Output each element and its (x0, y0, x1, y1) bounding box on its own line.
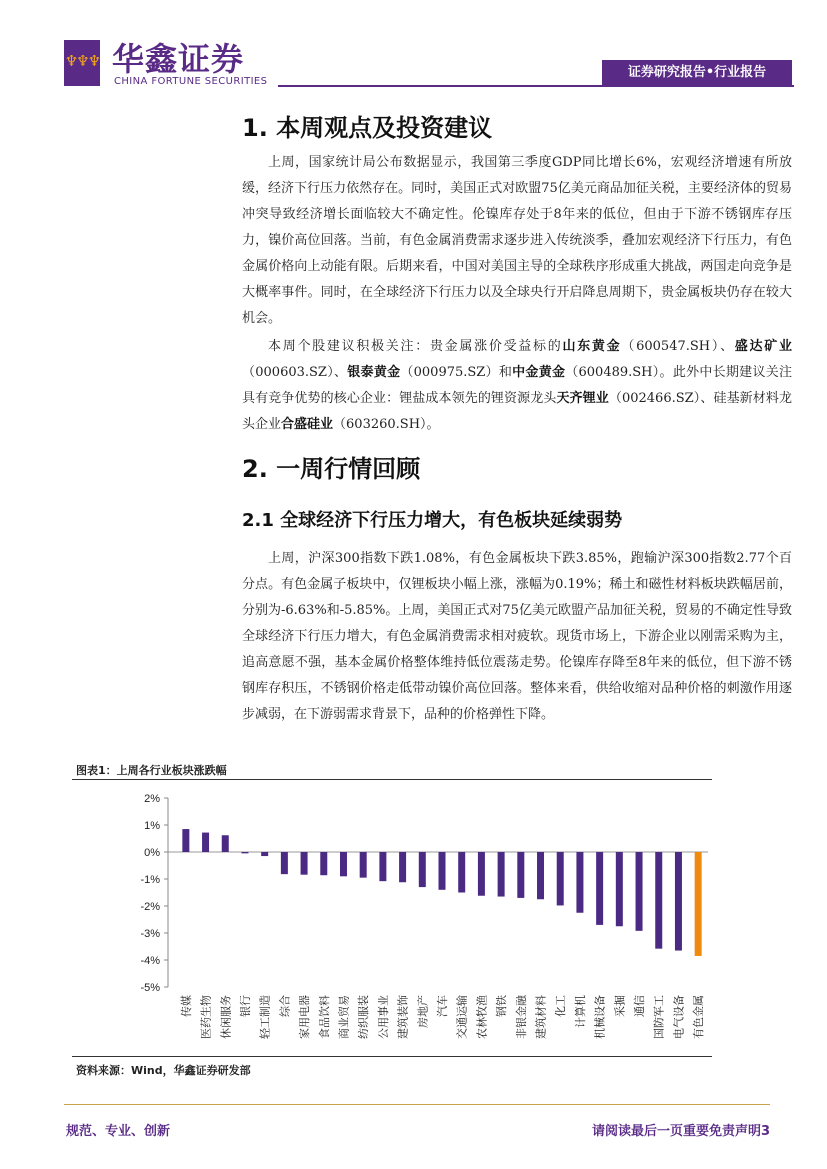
text-run: 本周个股建议积极关注：贵金属涨价受益标的 (268, 339, 563, 354)
paragraph-3: 上周，沪深300指数下跌1.08%，有色金属板块下跌3.85%，跑输沪深300指数2.77个百分点。有色金属子板块中，仅锂板块小幅上涨，涨幅为0.19%；稀土和磁性材料板块跌幅居前，分别为-6.63%和-5.85%。上周，美国正式对75亿美元欧盟产品加征关税，贸易的不确定性导致全球经济下行压力增大，有色金属消费需求相对疲软。现货市场上，下游企业以刚需采购为主，追高意愿不强，基本金属价格整体维持低位震荡走势。伦镍库存降至8年来的低位，但下游不锈钢库存积压，不锈钢价格走低带动镍价高位回落。整体来看，供给收缩对品种价格的刺激作用逐步减弱，在下游弱需求背景下，品种的价格弹性下降。 (242, 551, 792, 722)
x-tick-label: 电气设备 (672, 995, 686, 1039)
header-divider (278, 85, 794, 87)
stock-name: 山东黄金 (562, 339, 622, 354)
bar-9 (340, 852, 347, 876)
x-tick-label: 休闲服务 (219, 995, 233, 1039)
bar-20 (557, 852, 564, 905)
bar-16 (478, 852, 485, 896)
section-2-heading: 2. 一周行情回顾 (242, 455, 421, 483)
bar-13 (419, 852, 426, 887)
y-tick-label: 2% (144, 793, 160, 805)
bar-22 (596, 852, 603, 925)
x-tick-label: 家用电器 (298, 995, 312, 1039)
x-tick-label: 综合 (278, 995, 292, 1017)
logo-icon: ♆♆♆ (64, 52, 100, 70)
bar-19 (537, 852, 544, 899)
figure-top-rule (72, 779, 712, 780)
brand-name: 华鑫证券 (112, 40, 245, 78)
footer-disclaimer-note: 请阅读最后一页重要免责声明3 (591, 1124, 770, 1139)
footer-divider (64, 1104, 770, 1105)
footer-slogan: 规范、专业、创新 (66, 1124, 171, 1139)
bar-8 (320, 852, 327, 875)
figure-bottom-rule (72, 1056, 712, 1057)
x-tick-label: 汽车 (436, 995, 449, 1017)
stock-name: 合盛硅业 (281, 417, 334, 432)
bar-26 (675, 852, 682, 951)
x-tick-label: 非银金融 (514, 995, 528, 1039)
bar-25 (655, 852, 662, 949)
stock-name: 中金黄金 (512, 365, 566, 380)
bar-10 (360, 852, 367, 878)
text-run: （002466.SZ）、硅基新材料龙头企业 (242, 391, 792, 432)
paragraph-1: 上周，国家统计局公布数据显示，我国第三季度GDP同比增长6%，宏观经济增速有所放缓，经济下行压力依然存在。同时，美国正式对欧盟75亿美元商品加征关税，主要经济体的贸易冲突导致经济增长面临较大不确定性。伦镍库存处于8年来的低位，但由于下游不锈钢库存压力，镍价高位回落。当前，有色金属消费需求逐步进入传统淡季，叠加宏观经济下行压力，有色金属价格向上动能有限。后期来看，中国对美国主导的全球秩序形成重大挑战，两国走向竞争是大概率事件。同时，在全球经济下行压力以及全球央行开启降息周期下，贵金属板块仍存在较大机会。 (242, 155, 792, 326)
section-1-paragraph (242, 150, 792, 332)
stock-name: 盛达矿业 (734, 339, 792, 354)
y-tick-label: -2% (140, 901, 160, 913)
bar-14 (439, 852, 446, 890)
bar-5 (261, 852, 268, 856)
y-tick-label: -3% (140, 928, 160, 940)
x-tick-label: 商业贸易 (337, 995, 351, 1039)
x-tick-label: 采掘 (613, 995, 627, 1017)
figure-source: 资料来源：Wind，华鑫证券研发部 (76, 1064, 251, 1077)
paragraph-2 (242, 334, 792, 438)
x-tick-label: 计算机 (573, 995, 587, 1028)
bar-6 (281, 852, 288, 874)
x-tick-label: 建筑材料 (534, 995, 548, 1039)
x-tick-label: 银行 (238, 995, 252, 1017)
text-run: （603260.SH）。 (333, 417, 440, 432)
x-tick-label: 食品饮料 (317, 995, 331, 1039)
x-tick-label: 公用事业 (376, 995, 390, 1039)
x-tick-label: 化工 (554, 995, 568, 1017)
stock-name: 银泰黄金 (347, 365, 401, 380)
bar-21 (576, 852, 583, 913)
bar-4 (241, 852, 248, 853)
bar-12 (399, 852, 406, 882)
brand-name-english: CHINA FORTUNE SECURITIES (114, 76, 268, 87)
bar-17 (498, 852, 505, 897)
x-tick-label: 建筑装饰 (396, 995, 410, 1039)
bar-11 (379, 852, 386, 881)
bar-7 (301, 852, 308, 875)
x-tick-label: 钢铁 (495, 995, 509, 1017)
bar-24 (636, 852, 643, 931)
bar-3 (222, 835, 229, 852)
text-run: （000603.SZ）、 (242, 365, 348, 380)
x-tick-label: 传媒 (179, 995, 193, 1017)
bar-23 (616, 852, 623, 926)
report-type-tag: 证券研究报告•行业报告 (602, 60, 792, 86)
x-tick-label: 交通运输 (455, 995, 469, 1039)
sector-performance-chart (72, 782, 712, 1054)
section-1-heading: 1. 本周观点及投资建议 (242, 114, 493, 142)
bar-1 (182, 829, 189, 852)
text-run: （000975.SZ）和 (400, 365, 513, 380)
stock-name: 天齐锂业 (556, 391, 609, 406)
x-tick-label: 轻工制造 (258, 995, 272, 1039)
bar-15 (458, 852, 465, 893)
y-tick-label: -1% (140, 874, 160, 886)
x-tick-label: 机械设备 (593, 995, 607, 1039)
y-tick-label: -5% (140, 982, 160, 994)
stock-recommendation-paragraph (242, 334, 792, 438)
bar-27 (695, 852, 702, 956)
x-tick-label: 医药生物 (199, 995, 213, 1039)
x-tick-label: 纺织服装 (357, 995, 371, 1039)
figure-title: 图表1：上周各行业板块涨跌幅 (76, 764, 227, 777)
text-run: （600489.SH）。此外中长期建议关注具有竞争优势的核心企业：锂盐成本领先的锂资源龙头 (242, 365, 792, 406)
bar-2 (202, 833, 209, 852)
x-tick-label: 房地产 (416, 995, 430, 1028)
x-tick-label: 农林牧渔 (475, 995, 489, 1039)
text-run: （600547.SH）、 (621, 339, 735, 354)
market-review-paragraph (242, 546, 792, 728)
y-tick-label: 1% (144, 820, 160, 832)
x-tick-label: 国防军工 (652, 995, 666, 1039)
y-tick-label: 0% (144, 847, 160, 859)
x-tick-label: 有色金属 (692, 995, 706, 1039)
x-tick-label: 通信 (633, 995, 647, 1017)
subsection-heading: 2.1 全球经济下行压力增大，有色板块延续弱势 (242, 510, 623, 531)
y-tick-label: -4% (140, 955, 160, 967)
bar-18 (517, 852, 524, 898)
